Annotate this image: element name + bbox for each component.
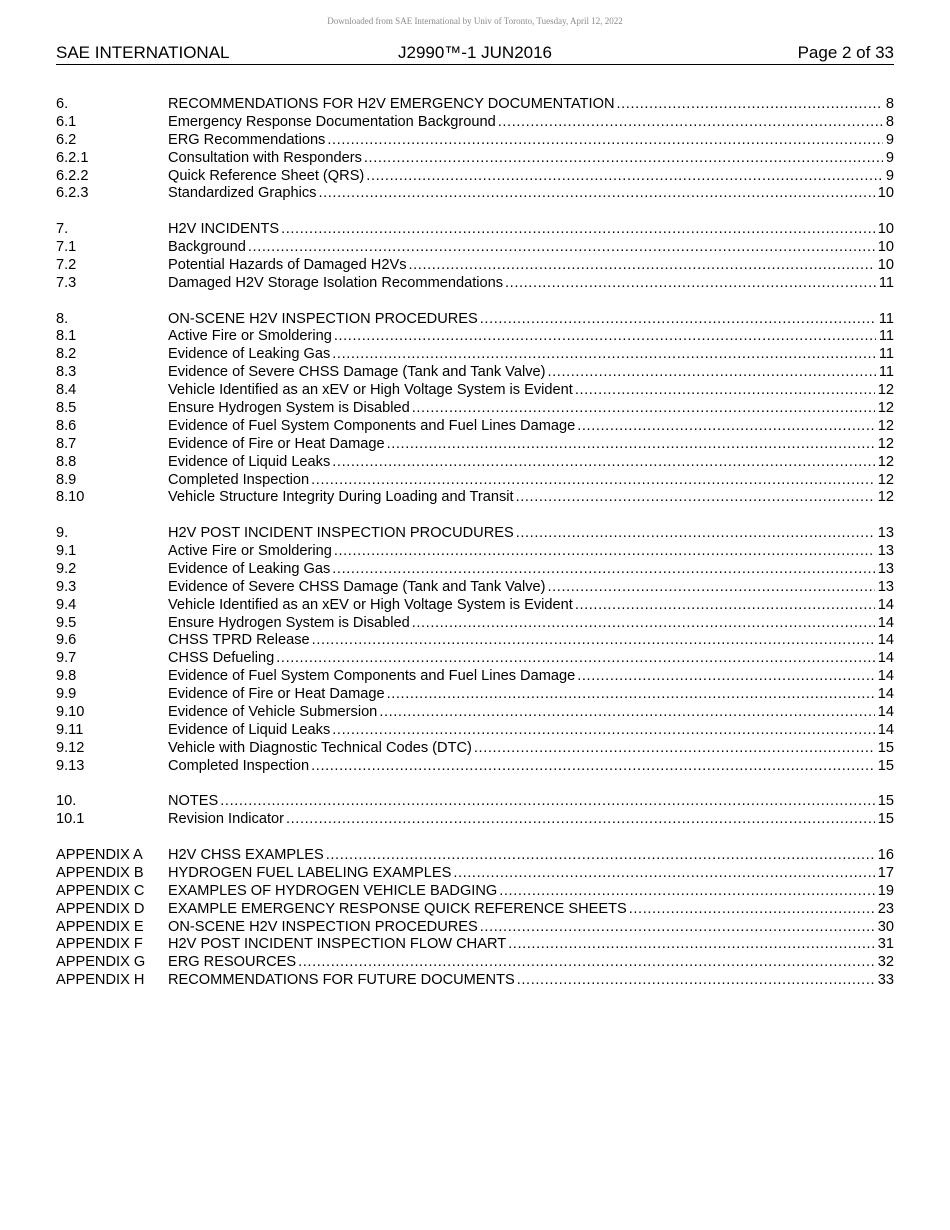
toc-dot-leader bbox=[412, 615, 875, 633]
toc-entry-page: 12 bbox=[877, 435, 894, 452]
toc-entry[interactable] bbox=[56, 132, 894, 150]
toc-entry[interactable] bbox=[56, 883, 894, 901]
toc-dot-leader bbox=[366, 168, 883, 186]
toc-dot-leader bbox=[248, 239, 875, 257]
toc-dot-leader bbox=[332, 561, 875, 579]
toc-entry[interactable] bbox=[56, 632, 894, 650]
toc-entry-number: 9.1 bbox=[56, 542, 77, 559]
toc-entry[interactable] bbox=[56, 865, 894, 883]
toc-entry-title: Revision Indicator bbox=[168, 811, 284, 828]
toc-dot-leader bbox=[516, 525, 875, 543]
toc-entry-page: 17 bbox=[877, 864, 894, 881]
toc-entry-title-wrap bbox=[168, 311, 876, 329]
toc-entry[interactable] bbox=[56, 525, 894, 543]
toc-entry-page: 9 bbox=[885, 149, 894, 166]
toc-entry-number: 9.4 bbox=[56, 596, 77, 613]
toc-dot-leader bbox=[505, 275, 876, 293]
toc-entry-page: 10 bbox=[877, 185, 894, 202]
toc-entry-page: 8 bbox=[885, 113, 894, 130]
toc-entry-title: Vehicle with Diagnostic Technical Codes (DTC) bbox=[168, 739, 472, 756]
toc-dot-leader bbox=[387, 686, 875, 704]
toc-entry-number: APPENDIX H bbox=[56, 972, 145, 989]
toc-dot-leader bbox=[334, 543, 875, 561]
toc-entry-number: 9.5 bbox=[56, 614, 77, 631]
toc-entry[interactable] bbox=[56, 847, 894, 865]
toc-dot-leader bbox=[327, 132, 883, 150]
toc-dot-leader bbox=[298, 954, 875, 972]
toc-entry[interactable] bbox=[56, 561, 894, 579]
toc-entry-title-wrap bbox=[168, 400, 875, 418]
toc-entry[interactable] bbox=[56, 597, 894, 615]
toc-entry-title-wrap bbox=[168, 168, 883, 186]
toc-entry-title: Vehicle Structure Integrity During Loading and Transit bbox=[168, 489, 514, 506]
toc-entry-title: Completed Inspection bbox=[168, 471, 310, 488]
toc-entry-number: 7.2 bbox=[56, 256, 77, 273]
toc-entry-number: 9.12 bbox=[56, 739, 85, 756]
toc-entry-page: 33 bbox=[877, 972, 894, 989]
toc-entry-title-wrap bbox=[168, 793, 875, 811]
toc-entry[interactable] bbox=[56, 668, 894, 686]
toc-entry-page: 31 bbox=[877, 936, 894, 953]
toc-section-group bbox=[56, 221, 894, 293]
toc-dot-leader bbox=[387, 436, 875, 454]
toc-entry-title-wrap bbox=[168, 650, 875, 668]
toc-entry-page: 14 bbox=[877, 721, 894, 738]
toc-entry-page: 13 bbox=[877, 525, 894, 542]
toc-entry[interactable] bbox=[56, 150, 894, 168]
toc-entry-title-wrap bbox=[168, 382, 875, 400]
toc-entry-title: Quick Reference Sheet (QRS) bbox=[168, 167, 365, 184]
toc-dot-leader bbox=[499, 883, 875, 901]
toc-section-group bbox=[56, 793, 894, 829]
toc-entry-title: Standardized Graphics bbox=[168, 185, 317, 202]
toc-entry-number: 9. bbox=[56, 525, 69, 542]
toc-entry-page: 11 bbox=[878, 364, 894, 381]
toc-dot-leader bbox=[577, 668, 875, 686]
toc-entry-title-wrap bbox=[168, 185, 875, 203]
toc-entry-number: 9.8 bbox=[56, 668, 77, 685]
toc-dot-leader bbox=[379, 704, 874, 722]
toc-entry[interactable] bbox=[56, 686, 894, 704]
toc-dot-leader bbox=[311, 758, 875, 776]
toc-entry-number: 9.9 bbox=[56, 686, 77, 703]
toc-entry[interactable] bbox=[56, 311, 894, 329]
toc-entry-number: APPENDIX D bbox=[56, 900, 145, 917]
toc-entry-title-wrap bbox=[168, 96, 883, 114]
toc-entry-title-wrap bbox=[168, 150, 883, 168]
toc-entry[interactable] bbox=[56, 168, 894, 186]
toc-entry[interactable] bbox=[56, 436, 894, 454]
toc-entry-title-wrap bbox=[168, 436, 875, 454]
toc-dot-leader bbox=[547, 579, 874, 597]
toc-dot-leader bbox=[498, 114, 883, 132]
toc-entry-title: H2V POST INCIDENT INSPECTION PROCUDURES bbox=[168, 525, 514, 542]
toc-entry-title: EXAMPLES OF HYDROGEN VEHICLE BADGING bbox=[168, 882, 498, 899]
toc-entry[interactable] bbox=[56, 722, 894, 740]
toc-dot-leader bbox=[332, 346, 876, 364]
toc-entry-number: 6.2.2 bbox=[56, 167, 89, 184]
toc-entry-page: 13 bbox=[877, 542, 894, 559]
toc-entry-title: Active Fire or Smoldering bbox=[168, 542, 332, 559]
toc-dot-leader bbox=[508, 936, 875, 954]
toc-entry-title: Completed Inspection bbox=[168, 757, 310, 774]
toc-entry-page: 12 bbox=[877, 399, 894, 416]
header-page-number: Page 2 of 33 bbox=[797, 43, 894, 62]
toc-dot-leader bbox=[332, 454, 875, 472]
toc-dot-leader bbox=[326, 847, 875, 865]
toc-entry-page: 12 bbox=[877, 471, 894, 488]
toc-entry-title: ON-SCENE H2V INSPECTION PROCEDURES bbox=[168, 918, 478, 935]
toc-entry-title-wrap bbox=[168, 936, 875, 954]
toc-entry-number: APPENDIX E bbox=[56, 918, 144, 935]
toc-section-group bbox=[56, 311, 894, 508]
toc-entry-number: 6. bbox=[56, 96, 69, 112]
toc-entry-title-wrap bbox=[168, 525, 875, 543]
toc-entry-page: 14 bbox=[877, 686, 894, 703]
toc-entry-title: Background bbox=[168, 239, 246, 256]
toc-entry-title: Evidence of Fire or Heat Damage bbox=[168, 686, 385, 703]
toc-entry-number: 7.1 bbox=[56, 239, 77, 256]
toc-entry[interactable] bbox=[56, 382, 894, 400]
toc-entry-title-wrap bbox=[168, 454, 875, 472]
toc-entry-title: Evidence of Leaking Gas bbox=[168, 560, 331, 577]
toc-entry-title: RECOMMENDATIONS FOR FUTURE DOCUMENTS bbox=[168, 972, 515, 989]
toc-entry[interactable] bbox=[56, 650, 894, 668]
toc-entry-title: H2V INCIDENTS bbox=[168, 221, 280, 238]
toc-entry-number: 10. bbox=[56, 793, 77, 810]
toc-entry[interactable] bbox=[56, 543, 894, 561]
toc-entry-number: APPENDIX B bbox=[56, 864, 144, 881]
toc-entry-page: 13 bbox=[877, 578, 894, 595]
toc-entry-page: 14 bbox=[877, 650, 894, 667]
toc-entry-title: Evidence of Severe CHSS Damage (Tank and Tank Valve) bbox=[168, 364, 546, 381]
toc-entry-number: 9.7 bbox=[56, 650, 77, 667]
toc-entry-title: Evidence of Fuel System Components and Fuel Lines Damage bbox=[168, 668, 576, 685]
toc-dot-leader bbox=[575, 382, 875, 400]
toc-entry[interactable] bbox=[56, 328, 894, 346]
toc-entry-page: 12 bbox=[877, 489, 894, 506]
toc-entry-number: 9.6 bbox=[56, 632, 77, 649]
toc-entry[interactable] bbox=[56, 901, 894, 919]
toc-entry-number: 8.7 bbox=[56, 435, 77, 452]
toc-entry-title: NOTES bbox=[168, 793, 219, 810]
toc-entry[interactable] bbox=[56, 472, 894, 490]
toc-entry[interactable] bbox=[56, 364, 894, 382]
toc-entry[interactable] bbox=[56, 275, 894, 293]
toc-entry-page: 14 bbox=[877, 632, 894, 649]
toc-entry-title-wrap bbox=[168, 722, 875, 740]
toc-entry[interactable] bbox=[56, 936, 894, 954]
toc-entry-title: H2V POST INCIDENT INSPECTION FLOW CHART bbox=[168, 936, 507, 953]
toc-entry-title: Evidence of Fuel System Components and Fuel Lines Damage bbox=[168, 417, 576, 434]
toc-entry[interactable] bbox=[56, 489, 894, 507]
toc-entry[interactable] bbox=[56, 239, 894, 257]
toc-entry-number: 8.5 bbox=[56, 399, 77, 416]
page-header bbox=[56, 43, 894, 65]
toc-entry-page: 15 bbox=[877, 793, 894, 810]
toc-entry-number: 8.1 bbox=[56, 328, 77, 345]
toc-entry-title: Ensure Hydrogen System is Disabled bbox=[168, 399, 410, 416]
toc-entry-number: 8. bbox=[56, 310, 69, 327]
toc-entry-number: 7.3 bbox=[56, 274, 77, 291]
toc-dot-leader bbox=[453, 865, 874, 883]
toc-entry-page: 14 bbox=[877, 596, 894, 613]
toc-entry-title: CHSS TPRD Release bbox=[168, 632, 310, 649]
toc-entry-title-wrap bbox=[168, 489, 875, 507]
toc-entry[interactable] bbox=[56, 221, 894, 239]
toc-entry-number: APPENDIX G bbox=[56, 954, 146, 971]
toc-entry-title: ERG Recommendations bbox=[168, 131, 326, 148]
toc-entry-number: 6.2 bbox=[56, 131, 77, 148]
header-organization: SAE INTERNATIONAL bbox=[56, 43, 230, 62]
toc-entry[interactable] bbox=[56, 954, 894, 972]
toc-entry-number: 8.4 bbox=[56, 382, 77, 399]
toc-dot-leader bbox=[332, 722, 875, 740]
toc-entry-title: Vehicle Identified as an xEV or High Voltage System is Evident bbox=[168, 596, 573, 613]
toc-entry-title-wrap bbox=[168, 543, 875, 561]
toc-dot-leader bbox=[312, 632, 875, 650]
toc-entry-title-wrap bbox=[168, 579, 875, 597]
toc-dot-leader bbox=[575, 597, 875, 615]
toc-dot-leader bbox=[281, 221, 875, 239]
toc-entry-number: 6.2.1 bbox=[56, 149, 89, 166]
toc-entry[interactable] bbox=[56, 704, 894, 722]
toc-dot-leader bbox=[577, 418, 875, 436]
toc-dot-leader bbox=[480, 919, 875, 937]
toc-entry-page: 30 bbox=[877, 918, 894, 935]
toc-entry[interactable] bbox=[56, 96, 894, 114]
toc-entry-title: Evidence of Severe CHSS Damage (Tank and Tank Valve) bbox=[168, 578, 546, 595]
toc-entry-page: 8 bbox=[885, 96, 894, 112]
toc-entry[interactable] bbox=[56, 418, 894, 436]
toc-entry-title: Consultation with Responders bbox=[168, 149, 362, 166]
toc-entry-page: 9 bbox=[885, 167, 894, 184]
toc-dot-leader bbox=[220, 793, 874, 811]
toc-dot-leader bbox=[276, 650, 875, 668]
toc-entry-number: 9.3 bbox=[56, 578, 77, 595]
toc-entry-page: 16 bbox=[877, 846, 894, 863]
toc-entry-number: 9.11 bbox=[56, 721, 84, 738]
toc-entry-title: Vehicle Identified as an xEV or High Voltage System is Evident bbox=[168, 382, 573, 399]
toc-entry-number: 8.3 bbox=[56, 364, 77, 381]
toc-dot-leader bbox=[474, 740, 875, 758]
toc-entry-title-wrap bbox=[168, 704, 875, 722]
toc-entry-title: Evidence of Liquid Leaks bbox=[168, 453, 331, 470]
toc-entry-title: Damaged H2V Storage Isolation Recommendations bbox=[168, 274, 504, 291]
toc-section-group bbox=[56, 847, 894, 990]
toc-entry-title-wrap bbox=[168, 740, 875, 758]
toc-entry-number: 10.1 bbox=[56, 811, 85, 828]
toc-entry[interactable] bbox=[56, 257, 894, 275]
toc-entry-title-wrap bbox=[168, 615, 875, 633]
toc-entry-number: APPENDIX A bbox=[56, 846, 143, 863]
toc-entry-page: 10 bbox=[877, 256, 894, 273]
toc-entry-page: 23 bbox=[877, 900, 894, 917]
toc-entry-title: CHSS Defueling bbox=[168, 650, 275, 667]
toc-entry-page: 12 bbox=[877, 453, 894, 470]
toc-entry-title-wrap bbox=[168, 954, 875, 972]
toc-entry-page: 11 bbox=[878, 346, 894, 363]
toc-entry-title-wrap bbox=[168, 221, 875, 239]
toc-entry-title-wrap bbox=[168, 328, 876, 346]
toc-entry-title: Evidence of Leaking Gas bbox=[168, 346, 331, 363]
toc-entry-page: 9 bbox=[885, 131, 894, 148]
toc-entry-title: ERG RESOURCES bbox=[168, 954, 297, 971]
table-of-contents bbox=[56, 96, 894, 1008]
toc-entry-page: 14 bbox=[877, 704, 894, 720]
toc-entry-title-wrap bbox=[168, 847, 875, 865]
toc-section-group bbox=[56, 525, 894, 775]
toc-entry-title: Emergency Response Documentation Background bbox=[168, 113, 496, 130]
toc-entry-title-wrap bbox=[168, 257, 875, 275]
toc-entry-title-wrap bbox=[168, 597, 875, 615]
toc-entry-number: APPENDIX F bbox=[56, 936, 143, 953]
toc-entry-title: HYDROGEN FUEL LABELING EXAMPLES bbox=[168, 864, 452, 881]
toc-entry-title: RECOMMENDATIONS FOR H2V EMERGENCY DOCUMENTATION bbox=[168, 96, 615, 112]
toc-entry-title-wrap bbox=[168, 811, 875, 829]
toc-entry-page: 32 bbox=[877, 954, 894, 971]
toc-entry-number: 8.6 bbox=[56, 417, 77, 434]
toc-entry-page: 19 bbox=[877, 882, 894, 899]
toc-dot-leader bbox=[334, 328, 876, 346]
toc-entry-title: Active Fire or Smoldering bbox=[168, 328, 332, 345]
toc-entry-number: 9.2 bbox=[56, 560, 77, 577]
toc-entry-title-wrap bbox=[168, 114, 883, 132]
toc-entry-number: 8.8 bbox=[56, 453, 77, 470]
toc-entry-number: 8.2 bbox=[56, 346, 77, 363]
toc-entry-page: 11 bbox=[878, 310, 894, 327]
toc-dot-leader bbox=[318, 185, 874, 203]
toc-dot-leader bbox=[364, 150, 883, 168]
toc-entry[interactable] bbox=[56, 919, 894, 937]
toc-entry-title-wrap bbox=[168, 865, 875, 883]
toc-entry[interactable] bbox=[56, 811, 894, 829]
toc-entry-title-wrap bbox=[168, 364, 876, 382]
toc-entry[interactable] bbox=[56, 972, 894, 990]
toc-entry-title-wrap bbox=[168, 561, 875, 579]
toc-entry-title: Evidence of Vehicle Submersion bbox=[168, 704, 378, 720]
toc-entry-page: 14 bbox=[877, 668, 894, 685]
toc-entry-title-wrap bbox=[168, 883, 875, 901]
toc-dot-leader bbox=[409, 257, 875, 275]
toc-entry-page: 15 bbox=[877, 757, 894, 774]
toc-entry[interactable] bbox=[56, 185, 894, 203]
toc-entry[interactable] bbox=[56, 579, 894, 597]
toc-entry-number: 8.10 bbox=[56, 489, 85, 506]
toc-entry-title-wrap bbox=[168, 346, 876, 364]
toc-dot-leader bbox=[616, 96, 882, 114]
toc-entry-number: 9.10 bbox=[56, 704, 85, 720]
toc-entry-title-wrap bbox=[168, 686, 875, 704]
toc-entry-title-wrap bbox=[168, 472, 875, 490]
toc-entry-title-wrap bbox=[168, 239, 875, 257]
toc-entry-title: Evidence of Liquid Leaks bbox=[168, 721, 331, 738]
toc-section-group bbox=[56, 96, 894, 203]
toc-dot-leader bbox=[516, 489, 875, 507]
toc-entry-page: 10 bbox=[877, 239, 894, 256]
toc-entry-page: 12 bbox=[877, 417, 894, 434]
toc-dot-leader bbox=[517, 972, 875, 990]
toc-entry-title-wrap bbox=[168, 418, 875, 436]
toc-entry-title-wrap bbox=[168, 275, 876, 293]
toc-dot-leader bbox=[286, 811, 875, 829]
toc-entry-title: EXAMPLE EMERGENCY RESPONSE QUICK REFERENCE SHEETS bbox=[168, 900, 627, 917]
toc-entry-title-wrap bbox=[168, 632, 875, 650]
toc-entry-title: Ensure Hydrogen System is Disabled bbox=[168, 614, 410, 631]
toc-entry-number: 6.1 bbox=[56, 113, 77, 130]
toc-entry-title: H2V CHSS EXAMPLES bbox=[168, 846, 324, 863]
toc-entry-number: APPENDIX C bbox=[56, 882, 145, 899]
toc-entry-title: ON-SCENE H2V INSPECTION PROCEDURES bbox=[168, 310, 478, 327]
toc-dot-leader bbox=[480, 311, 876, 329]
toc-entry-title-wrap bbox=[168, 132, 883, 150]
download-watermark: Downloaded from SAE International by Univ of Toronto, Tuesday, April 12, 2022 bbox=[327, 16, 623, 26]
toc-entry-page: 15 bbox=[877, 811, 894, 828]
toc-dot-leader bbox=[629, 901, 875, 919]
toc-entry-title: Potential Hazards of Damaged H2Vs bbox=[168, 256, 407, 273]
toc-entry[interactable] bbox=[56, 793, 894, 811]
toc-entry-page: 15 bbox=[877, 739, 894, 756]
toc-entry-number: 7. bbox=[56, 221, 69, 238]
toc-entry[interactable] bbox=[56, 454, 894, 472]
toc-entry-title-wrap bbox=[168, 758, 875, 776]
toc-entry-page: 10 bbox=[877, 221, 894, 238]
toc-entry-page: 14 bbox=[877, 614, 894, 631]
toc-entry[interactable] bbox=[56, 740, 894, 758]
toc-entry-number: 6.2.3 bbox=[56, 185, 89, 202]
toc-dot-leader bbox=[311, 472, 875, 490]
toc-entry[interactable] bbox=[56, 615, 894, 633]
toc-dot-leader bbox=[412, 400, 875, 418]
toc-entry[interactable] bbox=[56, 400, 894, 418]
toc-entry[interactable] bbox=[56, 758, 894, 776]
toc-dot-leader bbox=[547, 364, 875, 382]
toc-entry[interactable] bbox=[56, 114, 894, 132]
header-document-id: J2990™-1 JUN2016 bbox=[397, 43, 553, 62]
toc-entry-number: 8.9 bbox=[56, 471, 77, 488]
toc-entry-page: 11 bbox=[878, 274, 894, 291]
toc-entry-number: 9.13 bbox=[56, 757, 85, 774]
toc-entry-title-wrap bbox=[168, 972, 875, 990]
toc-entry-title-wrap bbox=[168, 668, 875, 686]
toc-entry-page: 11 bbox=[878, 328, 894, 345]
toc-entry[interactable] bbox=[56, 346, 894, 364]
toc-entry-title: Evidence of Fire or Heat Damage bbox=[168, 435, 385, 452]
toc-entry-page: 12 bbox=[877, 382, 894, 399]
toc-entry-title-wrap bbox=[168, 919, 875, 937]
toc-entry-page: 13 bbox=[877, 560, 894, 577]
toc-entry-title-wrap bbox=[168, 901, 875, 919]
